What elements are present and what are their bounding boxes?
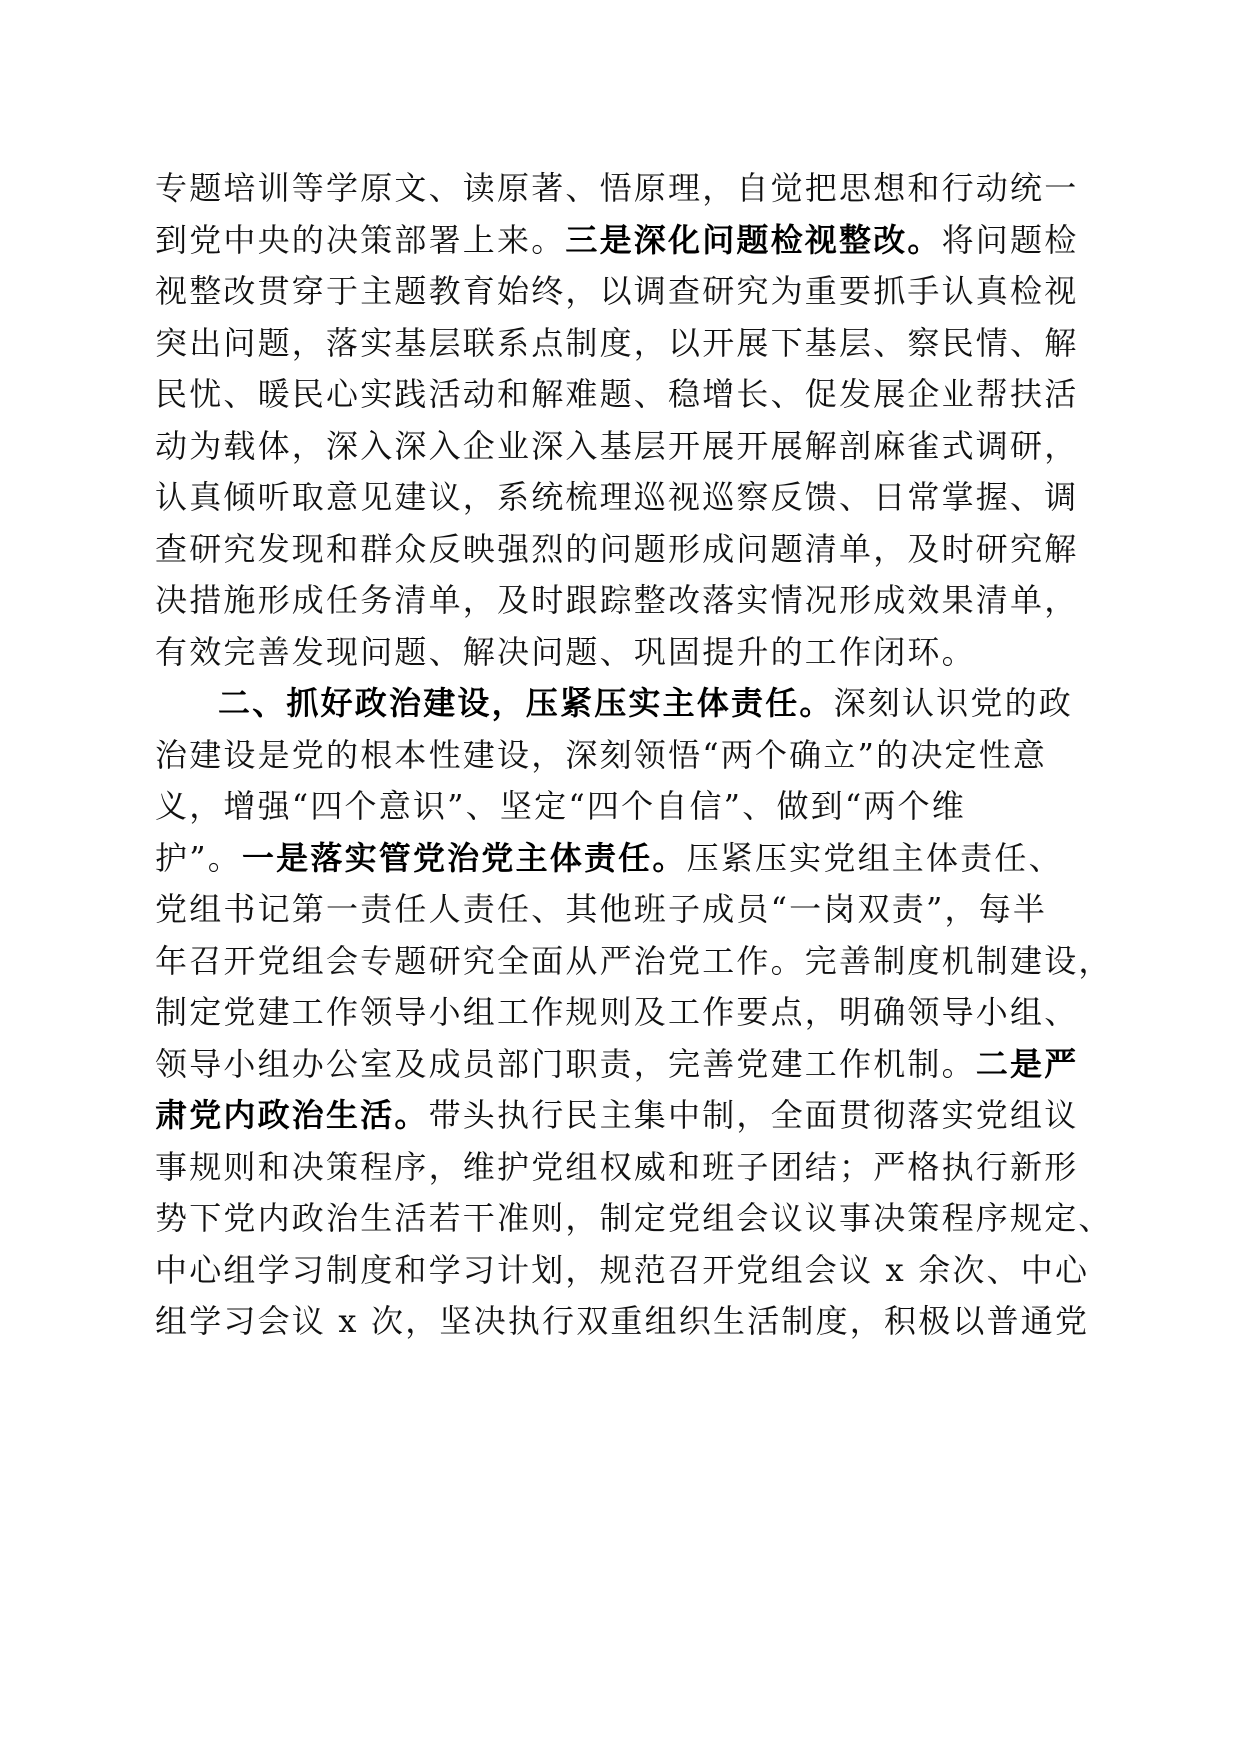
paragraph-line [218, 683, 1138, 723]
body-text: 事规则和决策程序，维护党组权威和班子团结；严格执行新形 [155, 1147, 1079, 1186]
paragraph-line [155, 1044, 1079, 1084]
paragraph-line [155, 168, 1079, 208]
body-text: 认真倾听取意见建议，系统梳理巡视巡察反馈、日常掌握、调 [155, 478, 1079, 516]
paragraph-line [155, 426, 1079, 466]
paragraph-line [155, 1301, 1090, 1341]
paragraph-line [155, 941, 1113, 981]
body-text: 组学习会议 x 次，坚决执行双重组织生活制度，积极以普通党 [155, 1302, 1090, 1340]
paragraph-line [155, 889, 1075, 929]
body-text: 治建设是党的根本性建设，深刻领悟“两个确立”的决定性意 [155, 735, 1048, 774]
paragraph-line [155, 529, 1079, 569]
body-text: 压紧压实党组主体责任、 [686, 838, 1063, 877]
body-text: 到党中央的决策部署上来。 [155, 220, 566, 259]
body-text: 年召开党组会专题研究全面从严治党工作。完善制度机制建设， [155, 941, 1113, 980]
paragraph-line [155, 1147, 1079, 1187]
bold-heading-text: 二是严 [975, 1044, 1079, 1083]
paragraph-line [155, 735, 1075, 775]
paragraph-line [155, 1198, 1113, 1238]
paragraph-line [155, 477, 1079, 517]
body-text: 查研究发现和群众反映强烈的问题形成问题清单，及时研究解 [155, 529, 1079, 568]
body-text: 视整改贯穿于主题教育始终，以调查研究为重要抓手认真检视 [155, 272, 1079, 310]
bold-heading-text: 一是落实管党治党主体责任。 [241, 838, 687, 877]
body-text: 带头执行民主集中制，全面贯彻落实党组议 [428, 1096, 1079, 1134]
paragraph-line [155, 786, 1075, 826]
paragraph-line [155, 323, 1079, 363]
body-text: 决措施形成任务清单，及时跟踪整改落实情况形成效果清单， [155, 581, 1079, 619]
paragraph-line [155, 374, 1079, 414]
body-text: 突出问题，落实基层联系点制度，以开展下基层、察民情、解 [155, 323, 1079, 362]
paragraph-line [155, 271, 1079, 311]
body-text: 有效完善发现问题、解决问题、巩固提升的工作闭环。 [155, 632, 976, 671]
body-text: 深刻认识党的政 [833, 684, 1074, 722]
paragraph-line [155, 838, 1075, 878]
body-text: 义，增强“四个意识”、坚定“四个自信”、做到“两个维 [155, 787, 966, 825]
paragraph-line [155, 1095, 1079, 1135]
bold-heading-text: 肃党内政治生活。 [155, 1096, 429, 1134]
body-text: 势下党内政治生活若干准则，制定党组会议议事决策程序规定、 [155, 1199, 1113, 1237]
body-text: 专题培训等学原文、读原著、悟原理，自觉把思想和行动统一 [155, 169, 1079, 207]
bold-heading-text: 二、抓好政治建设，压紧压实主体责任。 [218, 684, 834, 722]
body-text: 民忧、暖民心实践活动和解难题、稳增长、促发展企业帮扶活 [155, 375, 1079, 413]
body-text: 动为载体，深入深入企业深入基层开展开展解剖麻雀式调研， [155, 426, 1079, 465]
body-text: 中心组学习制度和学习计划，规范召开党组会议 x 余次、中心 [155, 1250, 1090, 1289]
paragraph-line [155, 220, 1079, 260]
paragraph-line [155, 1250, 1090, 1290]
body-text: 领导小组办公室及成员部门职责，完善党建工作机制。 [155, 1044, 976, 1083]
body-text: 制定党建工作领导小组工作规则及工作要点，明确领导小组、 [155, 993, 1079, 1031]
paragraph-line [155, 580, 1079, 620]
body-text: 将问题检 [941, 220, 1079, 259]
body-text: 护”。 [155, 838, 242, 877]
paragraph-line [155, 992, 1079, 1032]
paragraph-line [155, 632, 1075, 672]
bold-heading-text: 三是深化问题检视整改。 [565, 220, 942, 259]
body-text: 党组书记第一责任人责任、其他班子成员“一岗双责”，每半 [155, 890, 1048, 928]
